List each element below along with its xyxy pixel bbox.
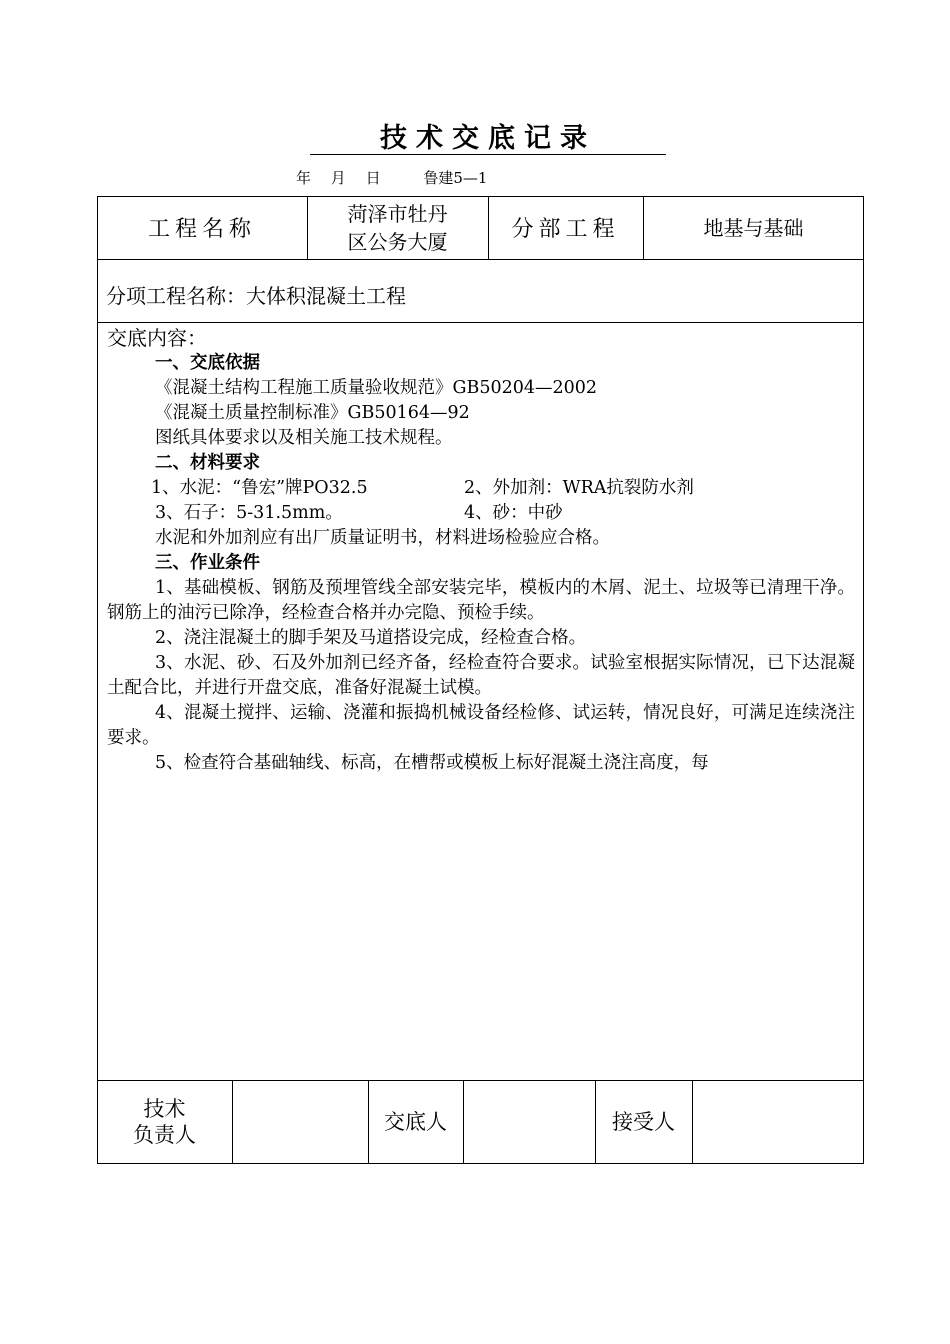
- discloser-signature-field[interactable]: [463, 1080, 595, 1164]
- day-label: 日: [365, 169, 381, 187]
- receiver-label: 接受人: [612, 1110, 675, 1134]
- condition-3: 3、水泥、砂、石及外加剂已经齐备，经检查符合要求。试验室根据实际情况，已下达混凝土配合比，并进行开盘交底，准备好混凝土试模。: [107, 653, 855, 698]
- materials-note: 水泥和外加剂应有出厂质量证明书，材料进场检验应合格。: [155, 528, 610, 548]
- tech-lead-line-1: 技术: [143, 1097, 186, 1121]
- row-divider-subitem: [97, 322, 864, 323]
- section-1-line-3: 图纸具体要求以及相关施工技术规程。: [155, 428, 453, 448]
- material-stone: 3、石子：5-31.5mm。: [155, 503, 343, 523]
- material-cement: 1、水泥：“鲁宏”牌PO32.5: [151, 478, 368, 498]
- division-value: 地基与基础: [703, 215, 804, 240]
- condition-2: 2、浇注混凝土的脚手架及马道搭设完成，经检查合格。: [155, 628, 587, 648]
- document-title: 技术交底记录: [380, 123, 596, 154]
- date-code-line: [296, 167, 487, 188]
- row-divider-header: [97, 259, 864, 260]
- materials-row-1: [107, 476, 855, 501]
- form-code: 鲁建5—1: [423, 169, 488, 187]
- subitem-label: 分项工程名称：: [106, 284, 246, 308]
- section-1-title: 一、交底依据: [155, 353, 260, 373]
- project-name-line-1: 菏泽市牡丹: [347, 201, 448, 226]
- condition-1: 1、基础模板、钢筋及预埋管线全部安装完毕，模板内的木屑、泥土、垃圾等已清理干净。钢筋上的油污已除净，经检查合格并办完隐、预检手续。: [107, 578, 855, 623]
- year-label: 年: [296, 169, 312, 187]
- materials-row-2: [107, 501, 855, 526]
- section-1-line-1: 《混凝土结构工程施工质量验收规范》GB50204—2002: [155, 378, 598, 398]
- project-name-line-2: 区公务大厦: [347, 229, 448, 254]
- month-label: 月: [330, 169, 346, 187]
- section-2-title: 二、材料要求: [155, 453, 260, 473]
- tech-lead-label: [97, 1080, 232, 1164]
- division-label: 分部工程: [511, 217, 620, 242]
- subitem-value: 大体积混凝土工程: [246, 284, 406, 308]
- condition-5: 5、检查符合基础轴线、标高，在槽帮或模板上标好混凝土浇注高度，每: [155, 753, 709, 773]
- tech-lead-line-2: 负责人: [133, 1123, 196, 1147]
- section-1-line-2: 《混凝土质量控制标准》GB50164—92: [155, 403, 470, 423]
- tech-lead-signature-field[interactable]: [232, 1080, 368, 1164]
- section-3-title: 三、作业条件: [155, 553, 260, 573]
- condition-4: 4、混凝土搅拌、运输、浇灌和振捣机械设备经检修、试运转，情况良好，可满足连续浇注要求。: [107, 703, 855, 748]
- material-sand: 4、砂：中砂: [464, 503, 563, 523]
- subitem-name: [106, 280, 406, 309]
- content-lead: 交底内容：: [107, 326, 207, 350]
- material-admixture: 2、外加剂：WRA抗裂防水剂: [464, 478, 694, 498]
- discloser-label: 交底人: [384, 1110, 447, 1134]
- title-underline: [310, 154, 666, 155]
- project-name-value: [307, 196, 488, 259]
- disclosure-content: [107, 326, 855, 776]
- project-name-label: 工程名称: [147, 217, 256, 242]
- receiver-signature-field[interactable]: [692, 1080, 864, 1164]
